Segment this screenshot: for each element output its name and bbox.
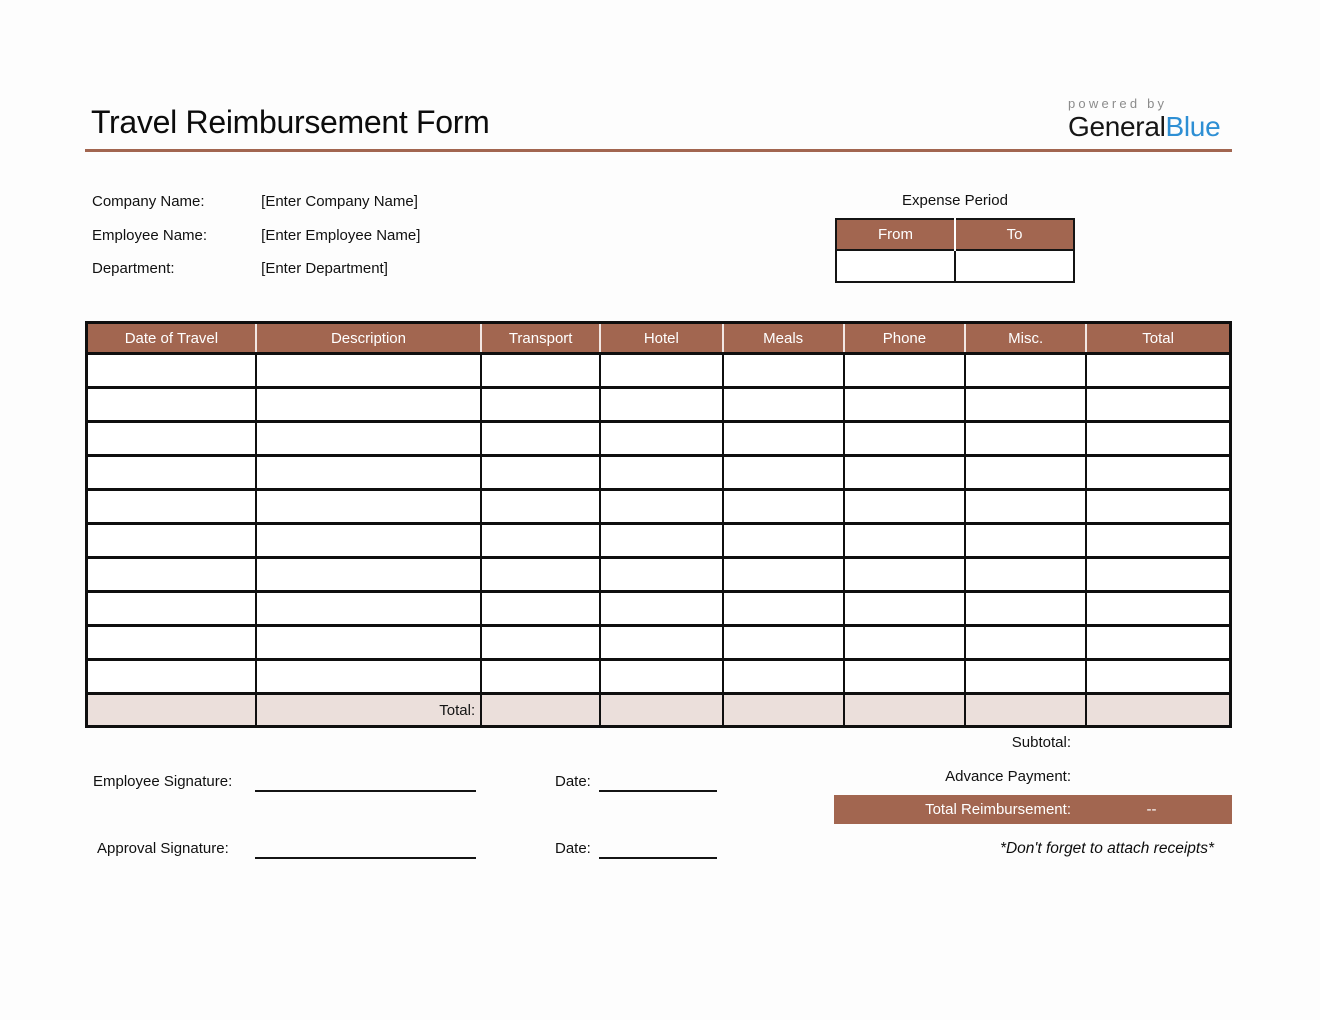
- total-reimbursement-bar: [834, 795, 1232, 824]
- expense-cell[interactable]: [965, 626, 1086, 660]
- subtotal-label: Subtotal:: [1011, 734, 1071, 751]
- expense-cell[interactable]: [844, 558, 965, 592]
- expense-cell[interactable]: [600, 524, 722, 558]
- approval-date-line[interactable]: [599, 843, 717, 859]
- department-row: [92, 260, 612, 277]
- expense-cell[interactable]: [87, 558, 256, 592]
- total-row-spacer-cell: [87, 694, 256, 727]
- expense-cell[interactable]: [1086, 422, 1230, 456]
- expense-cell[interactable]: [600, 558, 722, 592]
- expense-cell[interactable]: [600, 388, 722, 422]
- total-misc-value: [965, 694, 1086, 727]
- expense-cell[interactable]: [256, 558, 481, 592]
- expense-cell[interactable]: [965, 558, 1086, 592]
- expense-cell[interactable]: [965, 354, 1086, 388]
- expense-cell[interactable]: [87, 660, 256, 694]
- expense-cell[interactable]: [481, 422, 600, 456]
- expense-cell[interactable]: [1086, 558, 1230, 592]
- expense-cell[interactable]: [87, 354, 256, 388]
- expense-cell[interactable]: [256, 388, 481, 422]
- expense-cell[interactable]: [723, 422, 844, 456]
- expense-row: [87, 388, 1231, 422]
- expense-cell[interactable]: [844, 354, 965, 388]
- column-header-misc: Misc.: [965, 323, 1086, 354]
- expense-cell[interactable]: [1086, 660, 1230, 694]
- expense-cell[interactable]: [965, 592, 1086, 626]
- expense-cell[interactable]: [844, 490, 965, 524]
- total-hotel-value: [600, 694, 722, 727]
- expense-cell[interactable]: [723, 558, 844, 592]
- page-title: Travel Reimbursement Form: [91, 104, 490, 140]
- expense-cell[interactable]: [844, 592, 965, 626]
- expense-cell[interactable]: [965, 524, 1086, 558]
- expense-cell[interactable]: [481, 388, 600, 422]
- employee-date-label: Date:: [555, 773, 591, 790]
- expense-cell[interactable]: [600, 456, 722, 490]
- employee-signature-label: Employee Signature:: [93, 773, 233, 790]
- expense-cell[interactable]: [481, 354, 600, 388]
- expense-cell[interactable]: [723, 660, 844, 694]
- expense-cell[interactable]: [87, 422, 256, 456]
- expense-cell[interactable]: [1086, 592, 1230, 626]
- expense-cell[interactable]: [1086, 456, 1230, 490]
- expense-cell[interactable]: [256, 456, 481, 490]
- expense-cell[interactable]: [256, 660, 481, 694]
- expense-cell[interactable]: [723, 354, 844, 388]
- expense-table-body: [87, 354, 1231, 694]
- expense-row: [87, 422, 1231, 456]
- expense-period-table: [835, 218, 1075, 283]
- expense-cell[interactable]: [844, 456, 965, 490]
- expense-cell[interactable]: [600, 490, 722, 524]
- employee-name-field[interactable]: [Enter Employee Name]: [261, 227, 421, 244]
- expense-cell[interactable]: [481, 626, 600, 660]
- advance-payment-label: Advance Payment:: [945, 768, 1071, 785]
- expense-cell[interactable]: [723, 388, 844, 422]
- department-label: Department:: [92, 260, 175, 277]
- expense-cell[interactable]: [723, 626, 844, 660]
- expense-cell[interactable]: [87, 592, 256, 626]
- title-divider: [85, 149, 1232, 152]
- attach-receipts-note: *Don't forget to attach receipts*: [999, 840, 1214, 857]
- expense-cell[interactable]: [256, 626, 481, 660]
- expense-cell[interactable]: [87, 490, 256, 524]
- approval-signature-line[interactable]: [255, 843, 476, 859]
- column-header-total: Total: [1086, 323, 1230, 354]
- expense-cell[interactable]: [600, 354, 722, 388]
- expense-cell[interactable]: [600, 626, 722, 660]
- employee-date-line[interactable]: [599, 776, 717, 792]
- expense-cell[interactable]: [1086, 490, 1230, 524]
- approval-date-label: Date:: [555, 840, 591, 857]
- expense-row: [87, 490, 1231, 524]
- expense-cell[interactable]: [965, 456, 1086, 490]
- column-header-date-of-travel: Date of Travel: [87, 323, 256, 354]
- expense-cell[interactable]: [481, 524, 600, 558]
- total-phone-value: [844, 694, 965, 727]
- expense-cell[interactable]: [965, 422, 1086, 456]
- expense-cell[interactable]: [481, 456, 600, 490]
- expense-cell[interactable]: [844, 660, 965, 694]
- expense-period-title: Expense Period: [902, 192, 1008, 209]
- expense-row: [87, 660, 1231, 694]
- total-transport-value: [481, 694, 600, 727]
- expense-cell[interactable]: [965, 660, 1086, 694]
- expense-cell[interactable]: [1086, 388, 1230, 422]
- expense-cell[interactable]: [600, 660, 722, 694]
- expense-period-from-header: From: [836, 219, 955, 250]
- expense-row: [87, 558, 1231, 592]
- expense-period-from-field[interactable]: [836, 250, 955, 282]
- expense-cell[interactable]: [965, 388, 1086, 422]
- powered-by-text: powered by: [1068, 96, 1168, 111]
- expense-row: [87, 456, 1231, 490]
- column-header-hotel: Hotel: [600, 323, 722, 354]
- expense-cell[interactable]: [723, 490, 844, 524]
- company-name-label: Company Name:: [92, 193, 205, 210]
- total-reimbursement-value: --: [1146, 801, 1157, 818]
- expense-cell[interactable]: [965, 490, 1086, 524]
- expense-cell[interactable]: [481, 558, 600, 592]
- expense-cell[interactable]: [600, 592, 722, 626]
- expense-cell[interactable]: [481, 592, 600, 626]
- expense-cell[interactable]: [1086, 626, 1230, 660]
- expense-cell[interactable]: [844, 422, 965, 456]
- expense-cell[interactable]: [256, 422, 481, 456]
- brand-blue-text: Blue: [1165, 111, 1221, 142]
- expense-cell[interactable]: [723, 592, 844, 626]
- brand-logo: [1068, 97, 1220, 141]
- expense-period-to-header: To: [955, 219, 1074, 250]
- expense-cell[interactable]: [723, 456, 844, 490]
- expense-cell[interactable]: [256, 592, 481, 626]
- total-row-label: Total:: [256, 694, 481, 727]
- expense-table-header-row: [87, 323, 1231, 354]
- expense-cell[interactable]: [481, 660, 600, 694]
- company-name-field[interactable]: [Enter Company Name]: [261, 193, 418, 210]
- total-total-value: [1086, 694, 1230, 727]
- column-header-meals: Meals: [723, 323, 844, 354]
- expense-cell[interactable]: [844, 388, 965, 422]
- employee-name-label: Employee Name:: [92, 227, 208, 244]
- expense-cell[interactable]: [1086, 354, 1230, 388]
- expense-row: [87, 524, 1231, 558]
- expense-cell[interactable]: [256, 524, 481, 558]
- company-name-row: [92, 193, 612, 210]
- expense-cell[interactable]: [844, 626, 965, 660]
- expense-cell[interactable]: [723, 524, 844, 558]
- expense-cell[interactable]: [87, 388, 256, 422]
- employee-name-row: [92, 227, 612, 244]
- expense-total-row: [87, 694, 1231, 727]
- expense-cell[interactable]: [256, 354, 481, 388]
- expense-cell[interactable]: [87, 524, 256, 558]
- total-meals-value: [723, 694, 844, 727]
- expense-row: [87, 626, 1231, 660]
- expense-period-to-field[interactable]: [955, 250, 1074, 282]
- expense-cell[interactable]: [256, 490, 481, 524]
- department-field[interactable]: [Enter Department]: [261, 260, 388, 277]
- column-header-phone: Phone: [844, 323, 965, 354]
- total-reimbursement-label: Total Reimbursement:: [925, 801, 1071, 818]
- expense-cell[interactable]: [1086, 524, 1230, 558]
- expense-cell[interactable]: [600, 422, 722, 456]
- column-header-transport: Transport: [481, 323, 600, 354]
- column-header-description: Description: [256, 323, 481, 354]
- expense-cell[interactable]: [87, 626, 256, 660]
- approval-signature-label: Approval Signature:: [97, 840, 229, 857]
- expense-cell[interactable]: [87, 456, 256, 490]
- expense-row: [87, 354, 1231, 388]
- expense-table: [85, 321, 1232, 728]
- brand-name: [1068, 111, 1220, 142]
- employee-signature-line[interactable]: [255, 776, 476, 792]
- expense-row: [87, 592, 1231, 626]
- brand-general-text: General: [1068, 111, 1166, 142]
- expense-cell[interactable]: [481, 490, 600, 524]
- expense-cell[interactable]: [844, 524, 965, 558]
